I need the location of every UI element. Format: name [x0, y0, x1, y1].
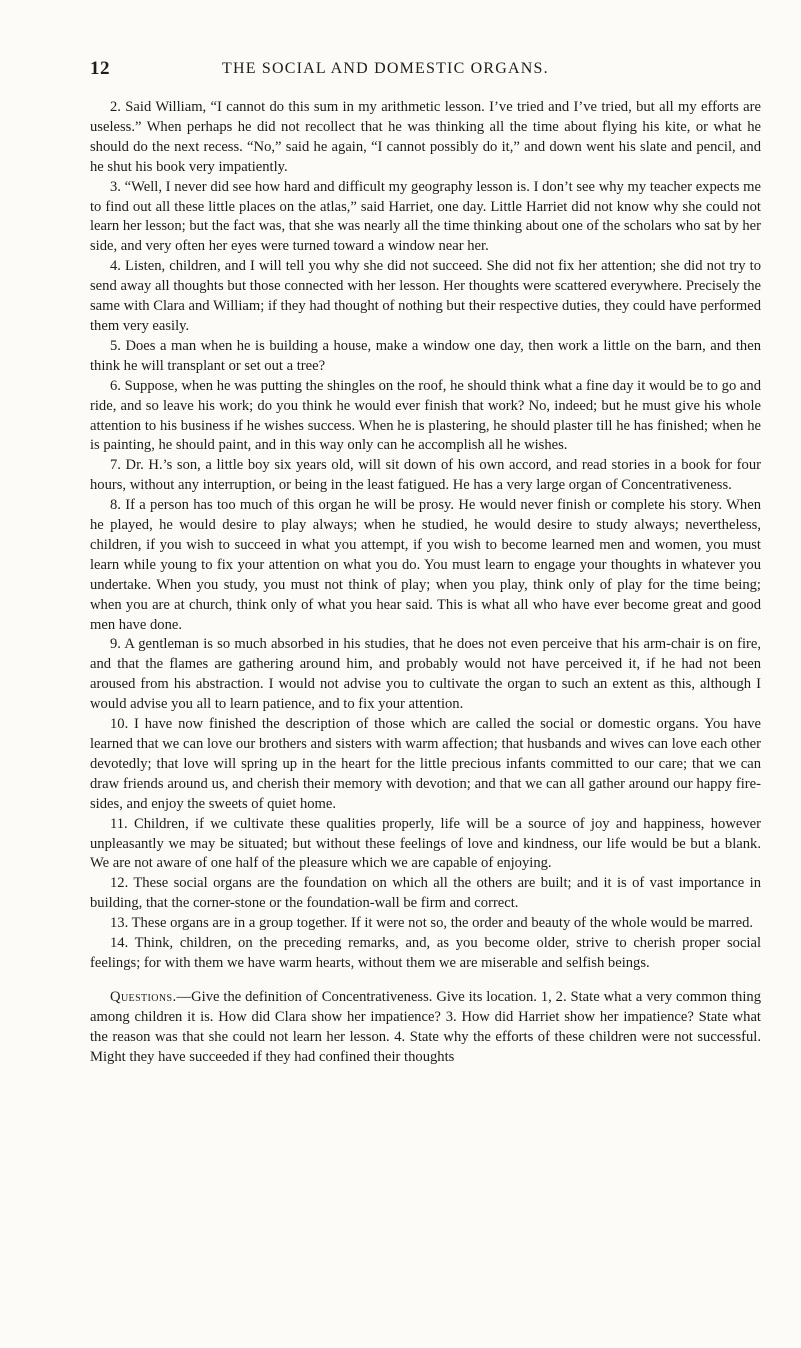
paragraph-3: 3. “Well, I never did see how hard and difficult my geography lesson is. I don’t see why my teacher expects me to find out all these little places on the atlas,” said Harriet, one day. Little Harriet did not know why she could not learn her lesson; but the fact was, that she was nearly all the time thinking about one of the scholars who sat by her side, and very often her eyes were turned toward a window near her.: [90, 178, 761, 255]
paragraph-8: 8. If a person has too much of this organ he will be prosy. He would never finish or complete his story. When he played, he would desire to play always; when he studied, he would desire to study always; nevertheless, children, if you wish to succeed in what you attempt, if you wish to become learned men and women, you must learn while young to fix your attention on what you do. You must learn to engage your thoughts in whatever you undertake. When you study, you must not think of play; when you play, think only of play for the time being; when you are at church, think only of what you hear said. This is what all who have ever become great and good men have done.: [90, 497, 761, 633]
paragraph-4: 4. Listen, children, and I will tell you why she did not succeed. She did not fix her attention; she did not try to send away all thoughts but those connected with her lesson. Her thoughts were scattered everywhere. Precisely the same with Clara and William; if they had thought of nothing but their respective duties, they could have performed them very easily.: [90, 258, 761, 334]
paragraph-7: 7. Dr. H.’s son, a little boy six years old, will sit down of his own accord, and read stories in a book for four hours, without any interruption, or being in the least fatigued. He has a very large organ of Concentrativeness.: [90, 457, 761, 494]
paragraph-6: 6. Suppose, when he was putting the shingles on the roof, he should think what a fine day it would be to go and ride, and so leave his work; do you think he would ever finish that work? No, indeed; but he must give his whole attention to his business if he wishes success. When he is plastering, he should plaster till he has finished; when he is painting, he should paint, and in this way only can he accomplish all he wishes.: [90, 377, 761, 454]
running-head: [90, 58, 761, 82]
running-title: THE SOCIAL AND DOMESTIC ORGANS.: [222, 60, 549, 77]
paragraph-13: 13. These organs are in a group together. If it were not so, the order and beauty of the whole would be marred.: [110, 915, 754, 932]
questions-section: [90, 988, 761, 1068]
paragraph-5: 5. Does a man when he is building a house, make a window one day, then work a little on the barn, and then think he will transplant or set out a tree?: [90, 337, 761, 374]
questions-label: Questions.: [110, 988, 177, 1005]
paragraph-14: 14. Think, children, on the preceding remarks, and, as you become older, strive to cherish proper social feelings; for with them we have warm hearts, without them we are miserable and selfish beings.: [90, 935, 761, 971]
questions-text: —Give the definition of Concentrativeness. Give its location. 1, 2. State what a very common thing among children it is. How did Clara show her impatience? 3. How did Harriet show her impatience? State what the reason was that she could not learn her lesson. 4. State why the efforts of these children were not successful. Might they have succeeded if they had confined their thoughts: [90, 988, 761, 1065]
paragraph-2: 2. Said William, “I cannot do this sum in my arithmetic lesson. I’ve tried and I’ve tried, but all my efforts are useless.” When perhaps he did not recollect that he was thinking all the time about flying his kite, or what he should do the next recess. “No,” said he again, “I cannot possibly do it,” and down went his slate and pencil, and he shut his book very impatiently.: [90, 99, 761, 175]
page-number: 12: [90, 58, 110, 79]
paragraph-9: 9. A gentleman is so much absorbed in his studies, that he does not even perceive that his arm-chair is on fire, and that the flames are gathering around him, and probably would not have perceived it, if he had not been aroused from his abstraction. I would not advise you to cultivate the organ to such an extent as this, although I would advise you all to learn patience, and to fix your attention.: [90, 636, 761, 713]
body-text: [90, 98, 761, 974]
paragraph-12: 12. These social organs are the foundation on which all the others are built; and it is of vast importance in building, that the corner-stone or the foundation-wall be firm and correct.: [90, 875, 761, 912]
paragraph-10: 10. I have now finished the description of those which are called the social or domestic organs. You have learned that we can love our brothers and sisters with warm affection; that husbands and wives can love each other devotedly; that love will spring up in the heart for the little precious infants committed to our care; that we can draw friends around us, and cherish their memory with devotion; and that we can all gather around our happy fire-sides, and enjoy the sweets of quiet home.: [90, 716, 761, 812]
paragraph-11: 11. Children, if we cultivate these qualities properly, life will be a source of joy and happiness, however unpleasantly we may be situated; but without these feelings of love and kindness, our life would be but a blank. We are not aware of one half of the pleasure which we are capable of enjoying.: [90, 815, 761, 872]
